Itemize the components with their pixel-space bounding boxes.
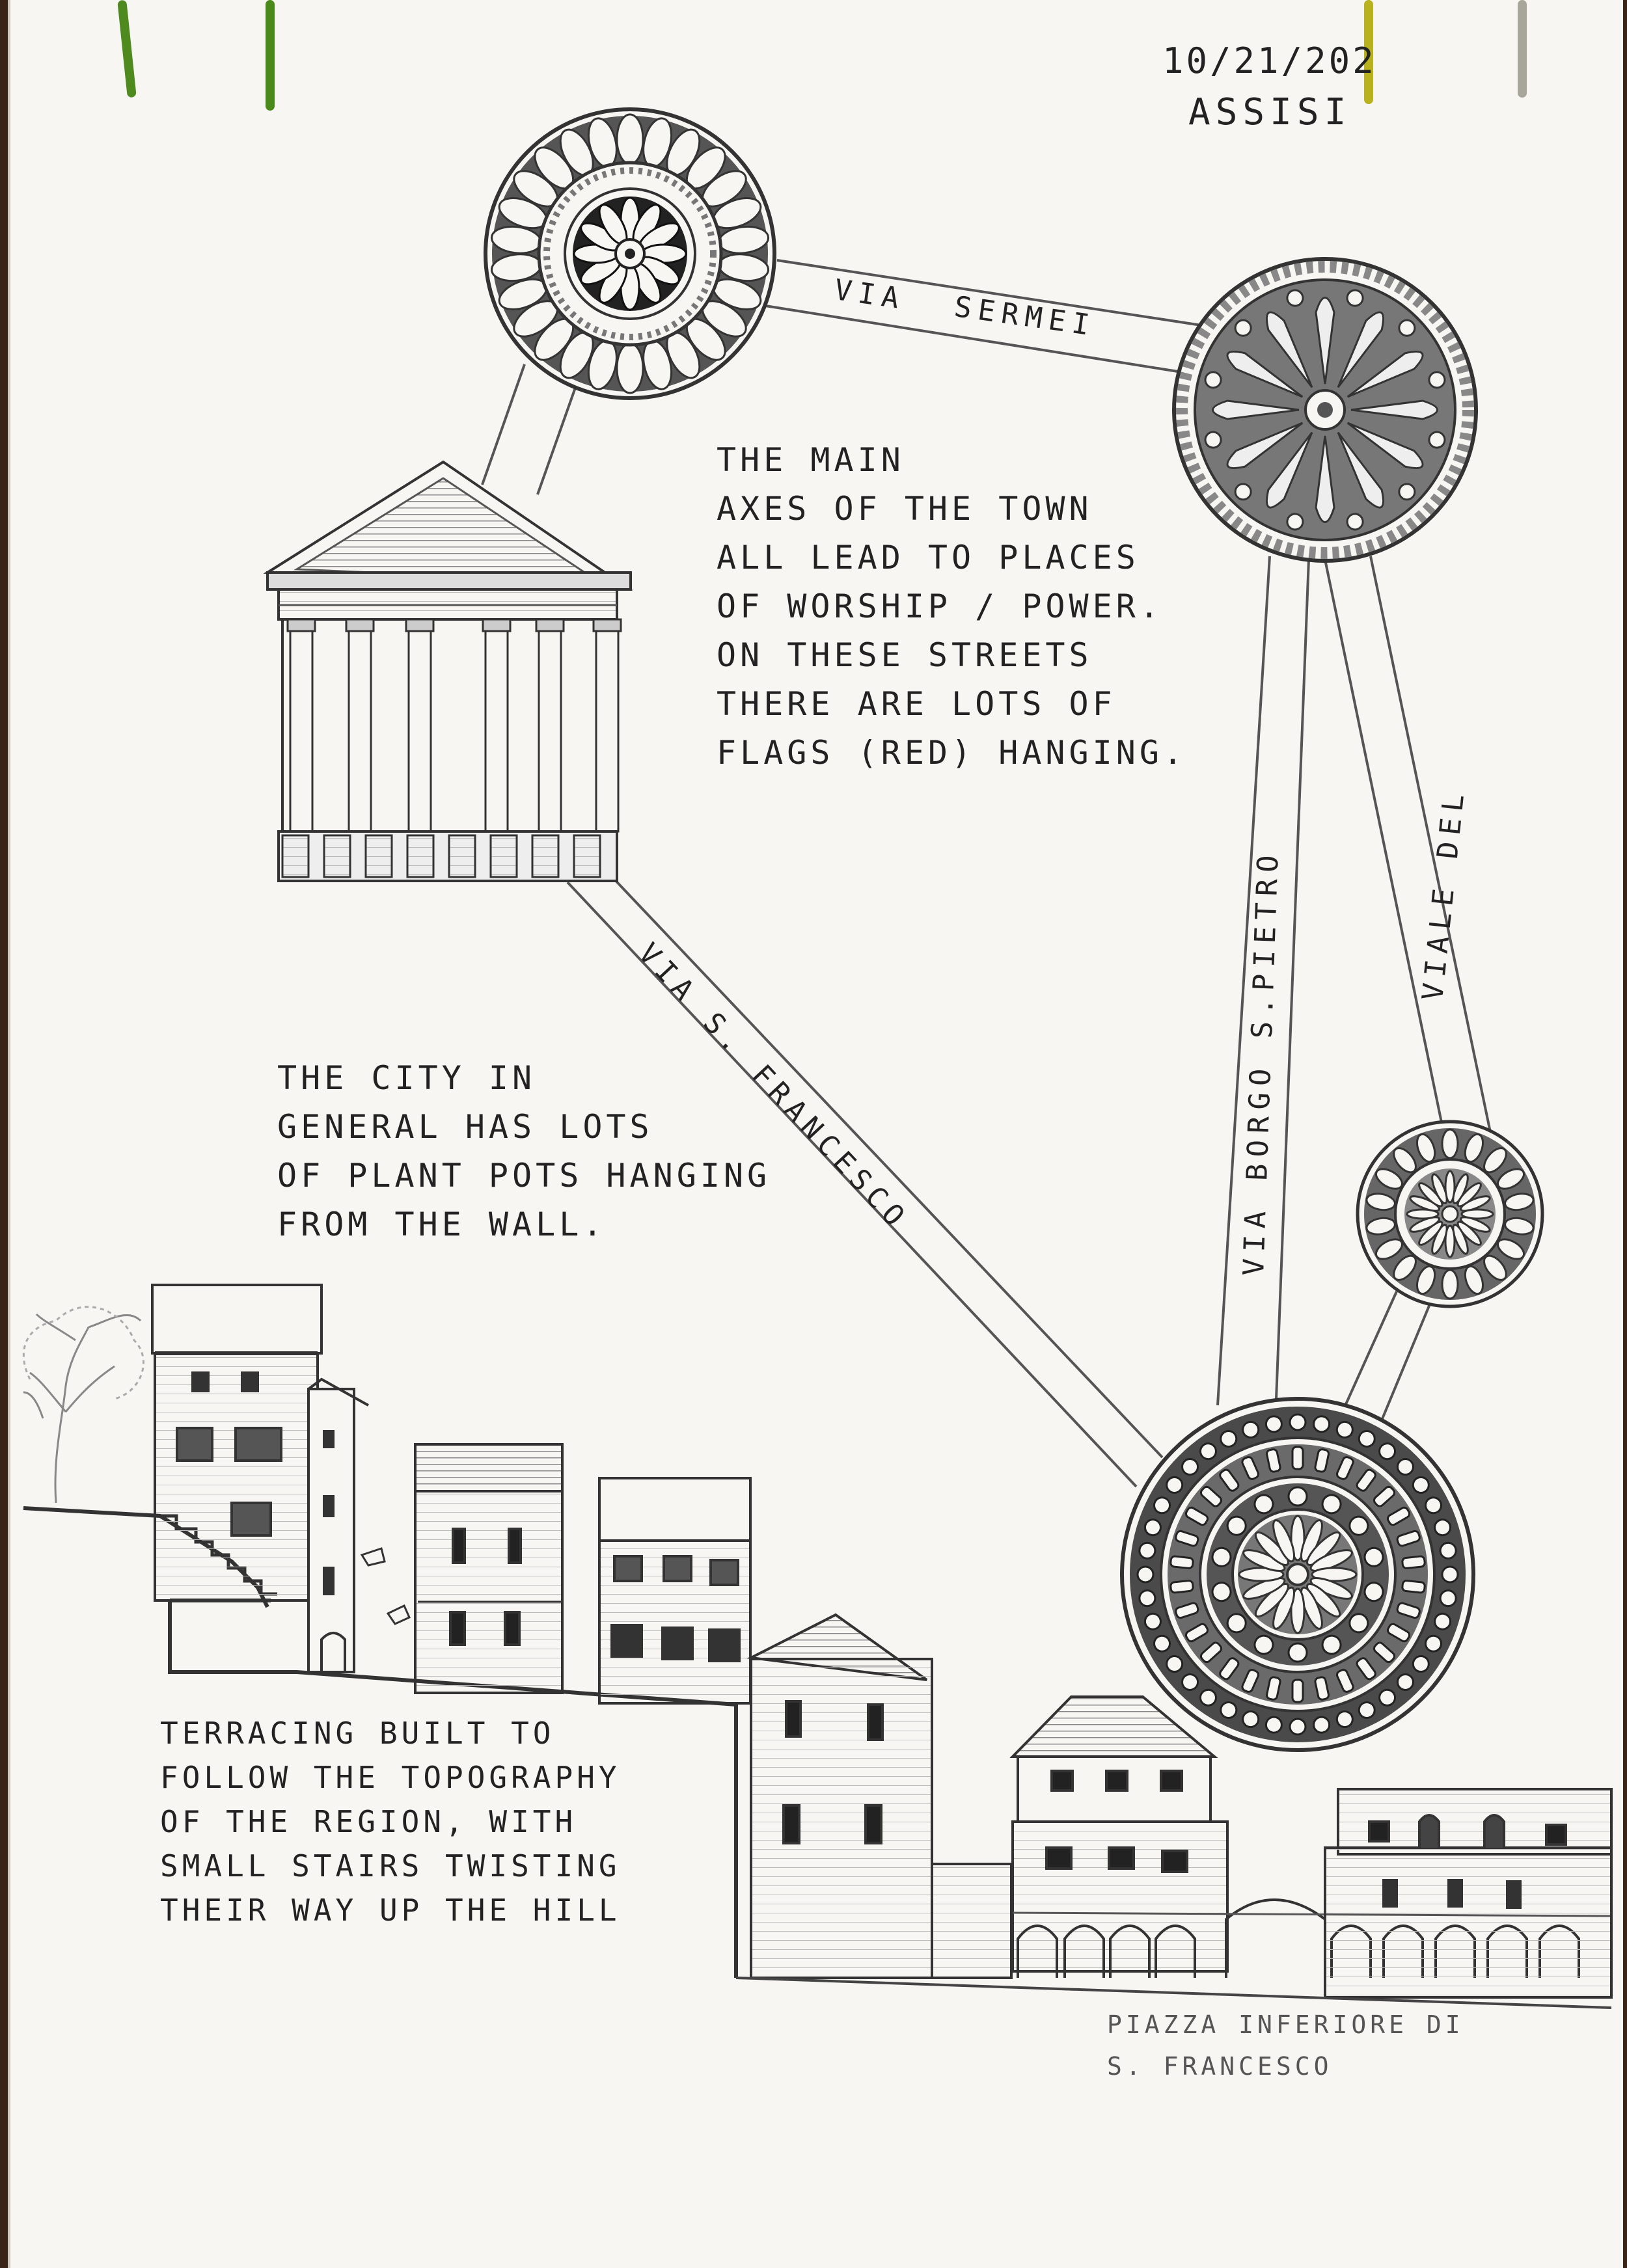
building-a: [152, 1285, 321, 1600]
rose-window-right: [1174, 259, 1476, 561]
note-main-axes: THE MAIN AXES OF THE TOWN ALL LEAD TO PLACES OF WORSHIP / POWER. ON THESE STREETS THERE ARE LOTS OF FLAGS (RED) HANGING.: [717, 441, 1187, 772]
street-label-via-borgo-s-pietro: VIA BORGO S.PIETRO: [1237, 848, 1285, 1276]
building-f: [1325, 1789, 1611, 1997]
sketchbook-page: [8, 0, 1623, 2268]
building-b: [415, 1444, 562, 1693]
low-wall: [932, 1864, 1011, 1978]
tree: [23, 1307, 143, 1503]
date-label: 10/21/202: [1162, 40, 1376, 81]
rose-window-top: [485, 109, 774, 398]
temple-of-minerva: [267, 462, 631, 881]
street-label-viale-del: VIALE DEL: [1416, 786, 1472, 1003]
caption-piazza: PIAZZA INFERIORE DI S. FRANCESCO: [1107, 2010, 1464, 2081]
street-label-via-s-francesco: VIA S. FRANCESCO: [631, 937, 916, 1237]
street-viale-del: [1325, 556, 1491, 1135]
rose-window-large: [1122, 1399, 1473, 1750]
building-a2: [308, 1379, 409, 1672]
building-d: [751, 1615, 932, 1978]
building-c: [599, 1478, 750, 1703]
street-label-via-sermei: VIA SERMEI: [832, 273, 1098, 343]
street-temple-connector: [482, 364, 575, 494]
note-terracing: TERRACING BUILT TO FOLLOW THE TOPOGRAPHY OF THE REGION, WITH SMALL STAIRS TWISTING THEIR WAY UP THE HILL: [160, 1716, 621, 1928]
note-plant-pots: THE CITY IN GENERAL HAS LOTS OF PLANT POTS HANGING FROM THE WALL.: [277, 1059, 771, 1243]
rose-window-small: [1358, 1122, 1542, 1306]
place-label: ASSISI: [1188, 91, 1352, 133]
